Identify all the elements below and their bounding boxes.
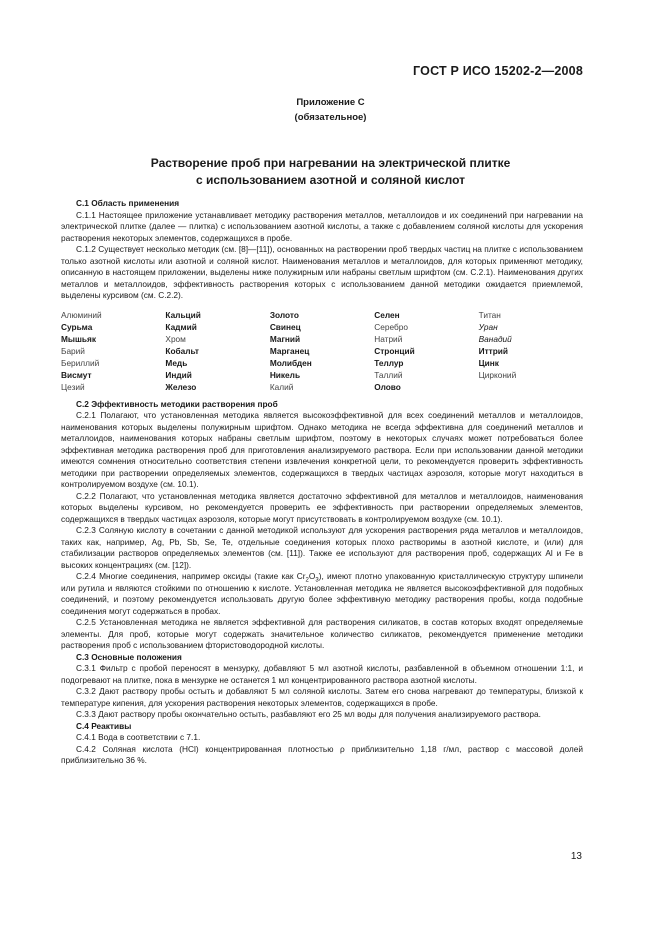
title-line-2: с использованием азотной и соляной кислот (195, 173, 466, 187)
page-number: 13 (570, 851, 582, 862)
c2-4-text-start: С.2.4 Многие соединения, например оксиды (такие как Cr (76, 571, 306, 581)
element-name: Алюминий (61, 309, 102, 320)
element-name: Цинк (478, 357, 499, 368)
element-name: Бериллий (61, 357, 100, 368)
element-name: Иттрий (478, 345, 508, 356)
c2-4-subscript-1: 2 (305, 577, 309, 584)
paragraph-c3-3: С.3.3 Дают раствору пробы окончательно остыть, разбавляют его 25 мл воды для получения анализируемого раствора. (76, 709, 541, 719)
c2-4-text-end: ), имеют плотно упакованную кристаллическую структуру шпинели или рутила и являются стойкими по отношению к кислоте. Установленная методика не является высокоэффективной для подобных соединений, и поэтому рекомендуется использовать другую более эффективную методику растворения пробы, когда подобные соединения могут содержаться в пробах. (61, 571, 583, 616)
annex-title: Приложение С (296, 97, 365, 108)
paragraph-c1-1: С.1.1 Настоящее приложение устанавливает методику растворения металлов, металлоидов и их соединений при нагревании на электрической плитке (далее — плитка) с использованием азотной кислоты, а также с добавлением соляной кислоты для ускорения растворения некоторых элементов, содержащихся в пробе. (61, 209, 583, 243)
element-name: Железо (165, 381, 197, 392)
paragraph-c1-2: С.1.2 Существует несколько методик (см. [8]—[11]), основанных на растворении проб твердых частиц на плитке с использованием только азотной кислоты или азотной и соляной кислот. Наименования металлов и металлоидов, для которых применяют методику, описанную в настоящем приложении, выделены ниже полужирным или набраны светлым шрифтом (см. С.2.1). Наименования других металлов и металлоидов, эффективность растворения которых с использованием данной методики ожидается приемлемой, выделены курсивом (см. С.2.2). (61, 244, 583, 300)
paragraph-c3-1: С.3.1 Фильтр с пробой переносят в мензурку, добавляют 5 мл азотной кислоты, разбавленной в объемном отношении 1:1, и подогревают на плитке, пока в мензурке не останется 1 мл концентрированного раствора азотной кислоты. (61, 663, 583, 685)
element-name: Марганец (269, 345, 310, 356)
section-heading-c3: С.3 Основные положения (76, 651, 182, 662)
element-name: Барий (61, 345, 85, 356)
element-name: Никель (269, 369, 301, 380)
element-name: Таллий (374, 369, 403, 380)
element-name: Молибден (269, 357, 312, 368)
element-name: Теллур (374, 357, 404, 368)
c2-4-text-oxygen: O (308, 571, 316, 581)
element-name: Стронций (374, 345, 415, 356)
element-column (374, 309, 478, 393)
element-name: Кальций (165, 309, 201, 320)
element-name: Сурьма (61, 321, 93, 332)
paragraph-c3-2: С.3.2 Дают раствору пробы остыть и добавляют 5 мл соляной кислоты. Затем его снова нагревают до температуры, близкой к температуре кипения, для ускорения растворения некоторых элементов, содержащихся в пробе. (61, 686, 583, 708)
element-column (61, 309, 165, 393)
element-name: Серебро (374, 321, 408, 332)
element-name: Кобальт (165, 345, 199, 356)
element-name: Селен (374, 309, 400, 320)
paragraph-c4-2: С.4.2 Соляная кислота (HCl) концентрированная плотностью ρ приблизительно 1,18 г/мл, раствор с массовой долей приблизительно 36 %. (61, 743, 583, 765)
element-name: Кадмий (165, 321, 197, 332)
element-name: Олово (374, 381, 401, 392)
paragraph-c2-5: С.2.5 Установленная методика не является эффективной для растворения силикатов, в состав которых входят определяемые элементы. Для проб, которые могут содержать значительное количество силикатов, рекомендуется применение методики растворения проб с использованием фтористоводородной кислоты. (61, 617, 583, 650)
element-column (479, 309, 583, 393)
element-name: Висмут (61, 369, 92, 380)
section-heading-c4: С.4 Реактивы (76, 720, 132, 731)
element-name: Магний (269, 333, 301, 344)
paragraph-c2-2: С.2.2 Полагают, что установленная методика является достаточно эффективной для металлов и металлоидов, наименования которых выделены курсивом, но рекомендуется проверить ее эффективность при растворении определяемых элементов, содержащихся в твердых частицах аэрозоля, которые могут присутствовать в контролируемом воздухе (см. 10.1). (61, 490, 583, 524)
elements-table (61, 309, 583, 393)
section-heading-c2: С.2 Эффективность методики растворения проб (76, 398, 278, 409)
element-name: Мышьяк (61, 333, 97, 344)
standard-number: ГОСТ Р ИСО 15202-2—2008 (413, 64, 583, 78)
element-name: Золото (269, 309, 299, 320)
section-heading-c1: С.1 Область применения (76, 198, 180, 208)
element-name: Уран (478, 321, 498, 332)
document-body (61, 198, 583, 767)
element-name: Индий (165, 369, 192, 380)
paragraph-c2-3: С.2.3 Соляную кислоту в сочетании с данной методикой используют для ускорения растворения ряда металлов и металлоидов, таких как, например, Ag, Pb, Sb, Se, Te, отдельные соединения которых плохо растворимы в азотной кислоте, и (или) для стабилизации растворов определяемых элементов (см. [11]). Также ее используют для растворения проб, содержащих Al и Fe в высоких концентрациях (см. [12]). (61, 525, 583, 570)
element-name: Калий (269, 381, 294, 392)
title-line-1: Растворение проб при нагревании на электрической плитке (150, 156, 511, 170)
element-name: Ванадий (478, 333, 512, 344)
element-name: Цезий (61, 381, 85, 392)
paragraph-c2-4 (61, 571, 583, 617)
annex-heading (0, 95, 661, 125)
element-column (270, 309, 374, 393)
element-name: Свинец (269, 321, 301, 332)
element-name: Цирконий (478, 369, 517, 380)
annex-status: (обязательное) (294, 112, 367, 123)
element-name: Натрий (374, 333, 403, 344)
element-name: Титан (478, 309, 501, 320)
element-name: Хром (165, 333, 186, 344)
element-column (165, 309, 269, 393)
element-name: Медь (165, 357, 188, 368)
c2-4-subscript-2: 3 (315, 577, 319, 584)
paragraph-c2-1: С.2.1 Полагают, что установленная методика является высокоэффективной для всех соединений металлов и металлоидов, наименования которых выделены полужирным шрифтом. Однако методика не всегда эффективна для соединений металлов и металлоидов, наименования которых набраны светлым шрифтом, поэтому в некоторых случаях может потребоваться более эффективная методика растворения проб для приготовления анализируемого раствора. Если при использовании данной методики имеются сомнения относительно соответствия степени извлечения конкретной цели, то рекомендуется проверить эффективность методики при растворении определяемых элементов, содержащихся в твердых частицах аэрозоля, которые могут находиться в контролируемом воздухе (см. 10.1). (61, 410, 583, 489)
paragraph-c4-1: С.4.1 Вода в соответствии с 7.1. (76, 732, 201, 742)
annex-main-title (0, 155, 661, 189)
